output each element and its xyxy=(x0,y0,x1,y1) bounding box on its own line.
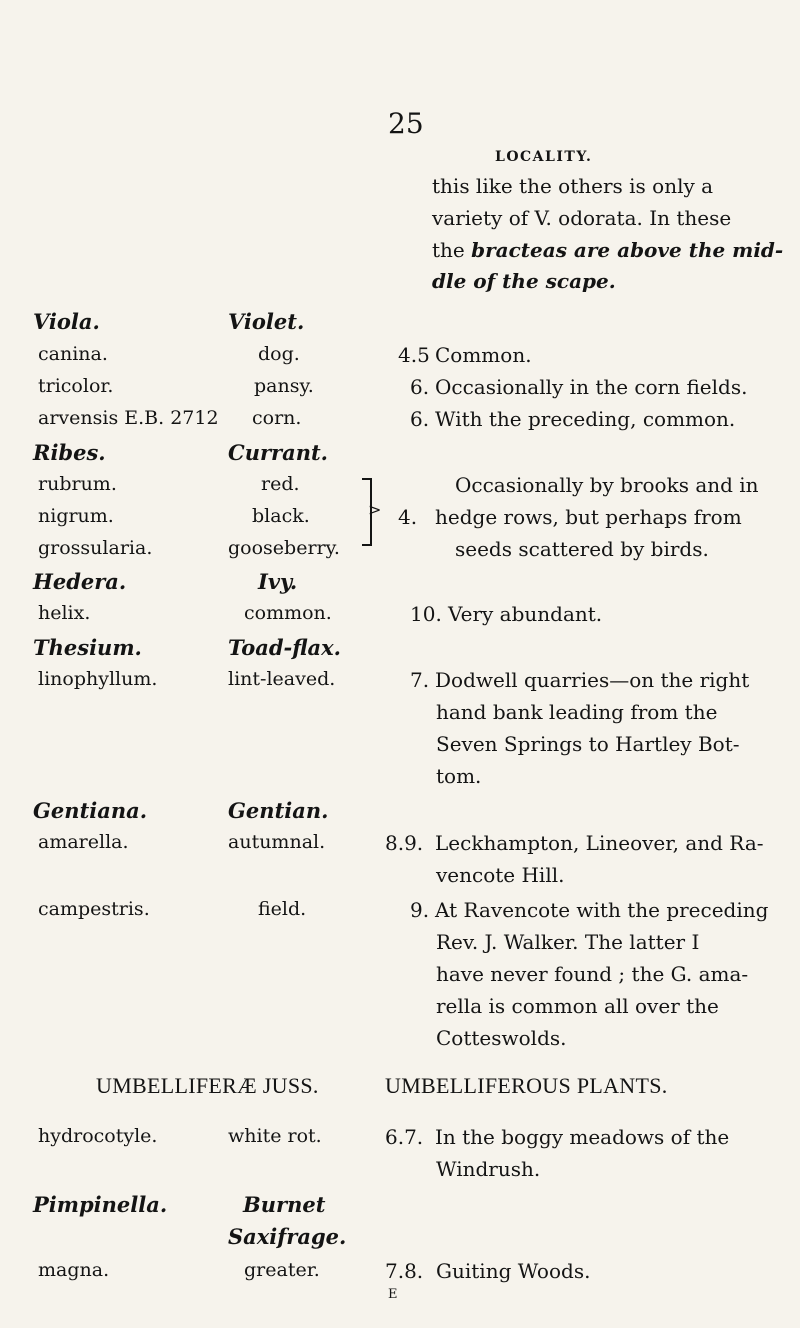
locality-text: Dodwell quarries—on the right xyxy=(435,668,750,692)
section-heading-english: UMBELLIFEROUS PLANTS. xyxy=(385,1073,668,1098)
locality-text: Guiting Woods. xyxy=(436,1259,591,1283)
altitude-number: 9. xyxy=(410,898,430,922)
locality-text: seeds scattered by birds. xyxy=(455,537,709,561)
species-latin: linophyllum. xyxy=(38,668,158,690)
species-english: common. xyxy=(244,602,332,624)
genus-english: Currant. xyxy=(228,440,328,465)
genus-english: Ivy. xyxy=(258,569,298,594)
signature-mark: E xyxy=(388,1287,398,1302)
species-latin: canina. xyxy=(38,343,108,365)
altitude-number: 4.5 xyxy=(398,343,430,367)
genus-english: Burnet xyxy=(243,1192,326,1217)
intro-text: the xyxy=(432,238,472,262)
locality-text: Occasionally in the corn fields. xyxy=(435,375,748,399)
locality-text: At Ravencote with the preceding xyxy=(435,898,769,922)
intro-line: variety of V. odorata. In these xyxy=(432,206,732,230)
intro-italic: bracteas are above the mid- xyxy=(471,238,784,262)
locality-text: Common. xyxy=(435,343,532,367)
species-latin: helix. xyxy=(38,602,91,624)
locality-text: tom. xyxy=(436,764,482,788)
locality-text: Cotteswolds. xyxy=(436,1026,567,1050)
species-english: red. xyxy=(261,473,300,495)
genus-latin: Hedera. xyxy=(33,569,127,594)
locality-text: hand bank leading from the xyxy=(436,700,718,724)
locality-text: have never found ; the G. ama- xyxy=(436,962,749,986)
locality-text: Rev. J. Walker. The latter I xyxy=(436,930,700,954)
genus-latin: Thesium. xyxy=(33,635,142,660)
species-english: black. xyxy=(252,505,310,527)
genus-english: Gentian. xyxy=(228,798,329,823)
genus-english: Violet. xyxy=(228,309,305,334)
genus-english: Toad-flax. xyxy=(228,635,341,660)
species-english: dog. xyxy=(258,343,300,365)
altitude-number: 6. xyxy=(410,375,430,399)
species-english: autumnal. xyxy=(228,831,326,853)
species-latin: campestris. xyxy=(38,898,150,920)
species-english: gooseberry. xyxy=(228,537,340,559)
genus-latin: Viola. xyxy=(33,309,100,334)
altitude-number: 7. xyxy=(410,668,430,692)
species-english: field. xyxy=(258,898,307,920)
locality-text: Leckhampton, Lineover, and Ra- xyxy=(435,831,764,855)
locality-text: hedge rows, but perhaps from xyxy=(435,505,742,529)
genus-latin: Pimpinella. xyxy=(33,1192,168,1217)
species-latin: arvensis E.B. 2712 xyxy=(38,407,219,429)
altitude-number: 4. xyxy=(398,505,418,529)
locality-text: With the preceding, common. xyxy=(435,407,736,431)
altitude-number: 8.9. xyxy=(385,831,424,855)
column-header-locality: LOCALITY. xyxy=(495,149,593,165)
species-english: pansy. xyxy=(254,375,314,397)
species-latin: rubrum. xyxy=(38,473,117,495)
species-english: white rot. xyxy=(228,1125,322,1147)
species-english: lint-leaved. xyxy=(228,668,336,690)
altitude-number: 6.7. xyxy=(385,1125,424,1149)
altitude-number: 6. xyxy=(410,407,430,431)
locality-text: rella is common all over the xyxy=(436,994,719,1018)
intro-line: this like the others is only a xyxy=(432,174,714,198)
species-english: corn. xyxy=(252,407,302,429)
locality-text: vencote Hill. xyxy=(436,863,565,887)
section-heading-latin: UMBELLIFERÆ JUSS. xyxy=(96,1073,319,1098)
altitude-number: 10. xyxy=(410,602,442,626)
locality-text: In the boggy meadows of the xyxy=(435,1125,730,1149)
locality-text: Occasionally by brooks and in xyxy=(455,473,759,497)
species-latin: amarella. xyxy=(38,831,129,853)
locality-text: Windrush. xyxy=(436,1157,541,1181)
intro-line xyxy=(432,240,783,260)
species-english: greater. xyxy=(244,1259,320,1281)
locality-text: Very abundant. xyxy=(448,602,603,626)
altitude-number: 7.8. xyxy=(385,1259,424,1283)
genus-latin: Gentiana. xyxy=(33,798,148,823)
species-latin: hydrocotyle. xyxy=(38,1125,158,1147)
genus-english: Saxifrage. xyxy=(228,1224,347,1249)
species-latin: nigrum. xyxy=(38,505,114,527)
genus-latin: Ribes. xyxy=(33,440,106,465)
intro-line: dle of the scape. xyxy=(432,269,616,293)
brace-point-icon: > xyxy=(368,500,382,519)
species-latin: magna. xyxy=(38,1259,110,1281)
locality-text: Seven Springs to Hartley Bot- xyxy=(436,732,740,756)
species-latin: grossularia. xyxy=(38,537,153,559)
species-latin: tricolor. xyxy=(38,375,114,397)
page-number: 25 xyxy=(388,107,424,140)
